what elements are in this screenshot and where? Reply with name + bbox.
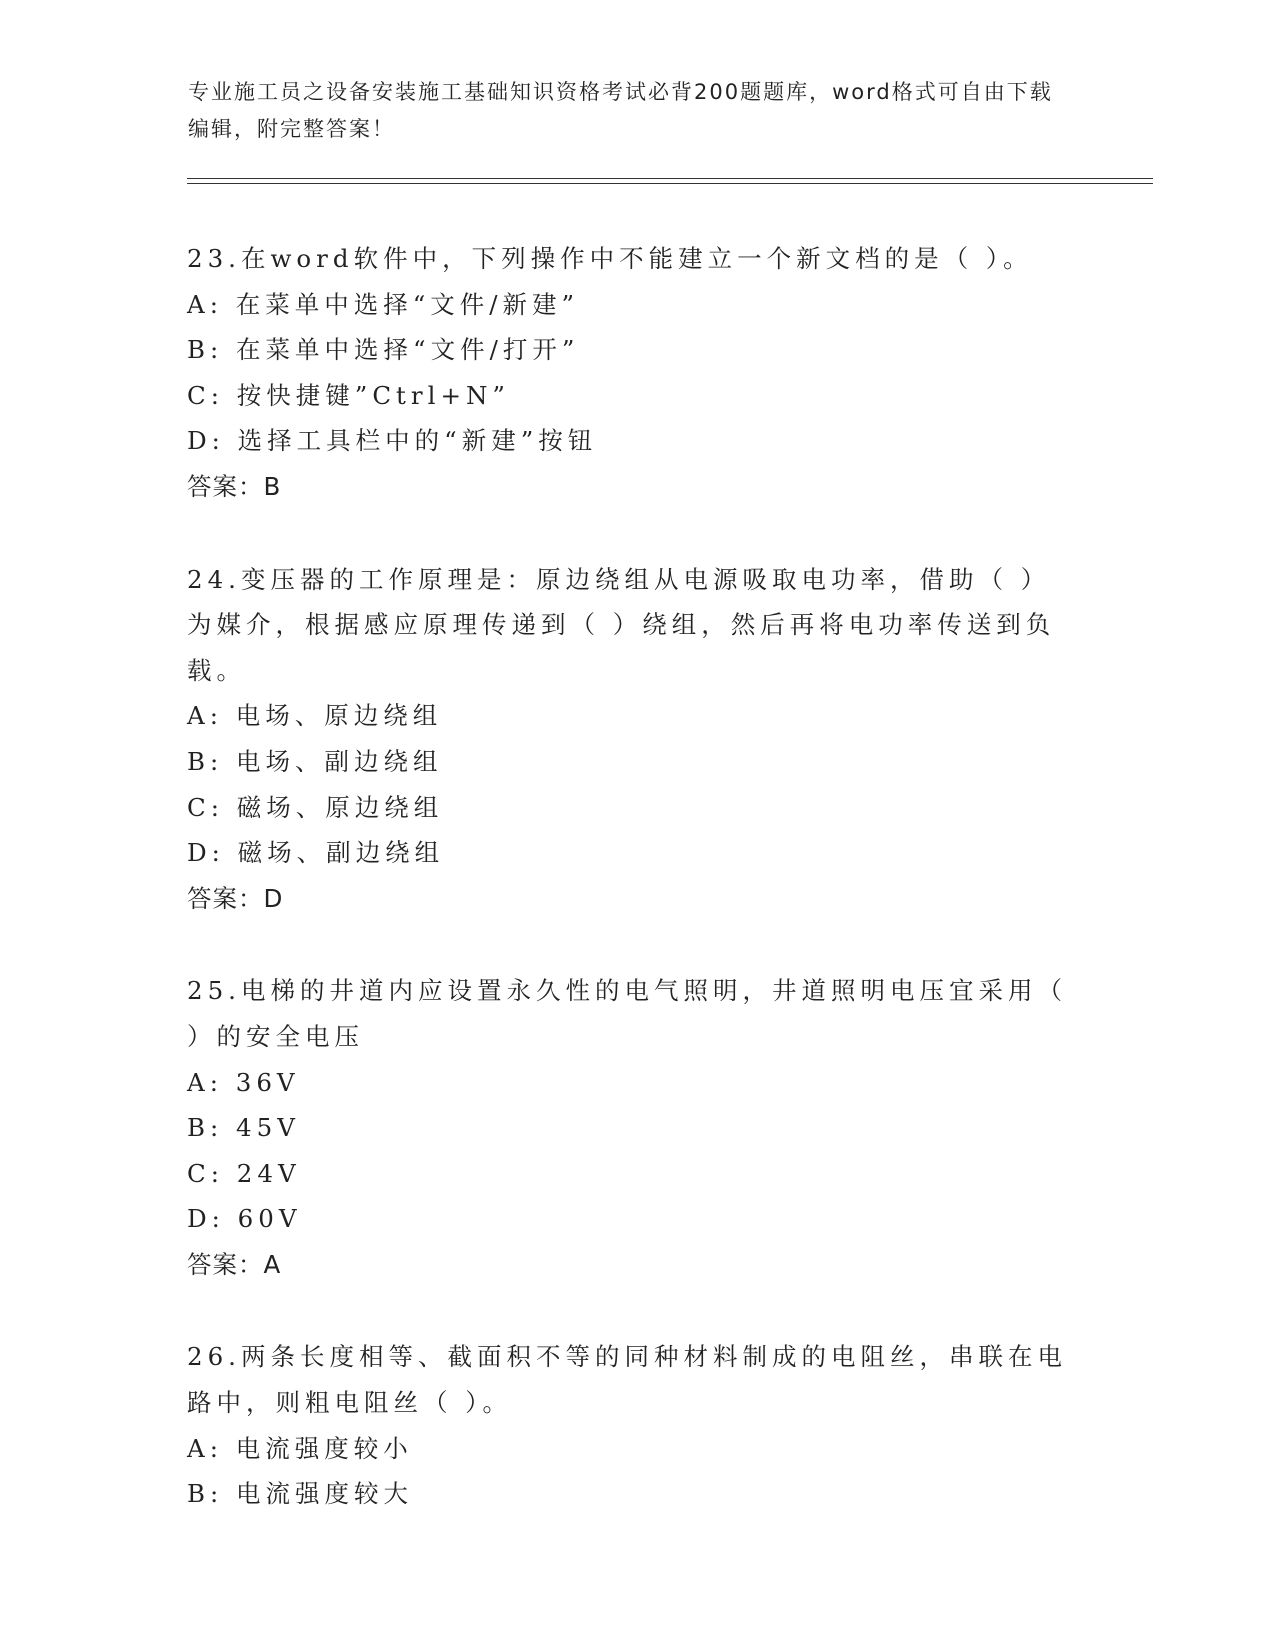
option-b: B: 电流强度较大	[187, 1479, 414, 1509]
question-24	[187, 557, 1087, 922]
document-header: 专业施工员之设备安装施工基础知识资格考试必背200题题库，word格式可自由下载编辑，附完整答案！	[188, 80, 1053, 141]
question-stem: 23.在word软件中，下列操作中不能建立一个新文档的是（ ）。	[187, 244, 1033, 273]
question-stem: 24.变压器的工作原理是：原边绕组从电源吸取电功率，借助（ ）为媒介，根据感应原理传递到（ ）绕组，然后再将电功率传送到负载。	[187, 564, 1056, 685]
question-23	[187, 236, 1087, 510]
question-list	[187, 236, 1087, 1564]
option-c: C: 按快捷键”Ctrl+N”	[187, 380, 510, 410]
header-divider-bottom	[187, 183, 1153, 184]
option-b: B: 电场、副边绕组	[187, 746, 443, 776]
option-a: A: 36V	[187, 1067, 300, 1097]
answer-label: 答案：D	[187, 883, 284, 913]
option-a: A: 电流强度较小	[187, 1433, 413, 1463]
answer-label: 答案：B	[187, 471, 282, 501]
question-stem: 26.两条长度相等、截面积不等的同种材料制成的电阻丝，串联在电路中，则粗电阻丝（ ）。	[187, 1342, 1067, 1418]
option-d: D: 选择工具栏中的“新建”按钮	[187, 426, 598, 456]
option-c: C: 24V	[187, 1158, 301, 1188]
question-stem: 25.电梯的井道内应设置永久性的电气照明，井道照明电压宜采用（ ）的安全电压	[187, 976, 1067, 1051]
question-26	[187, 1334, 1087, 1516]
option-b: B: 45V	[187, 1113, 300, 1143]
option-d: D: 60V	[187, 1204, 302, 1234]
option-a: A: 电场、原边绕组	[187, 701, 443, 731]
option-a: A: 在菜单中选择“文件/新建”	[187, 289, 580, 319]
answer-label: 答案：A	[187, 1249, 282, 1279]
question-25	[187, 968, 1087, 1287]
option-c: C: 磁场、原边绕组	[187, 792, 444, 822]
option-d: D: 磁场、副边绕组	[187, 838, 445, 868]
option-b: B: 在菜单中选择“文件/打开”	[187, 335, 580, 365]
header-divider-top	[187, 178, 1153, 179]
